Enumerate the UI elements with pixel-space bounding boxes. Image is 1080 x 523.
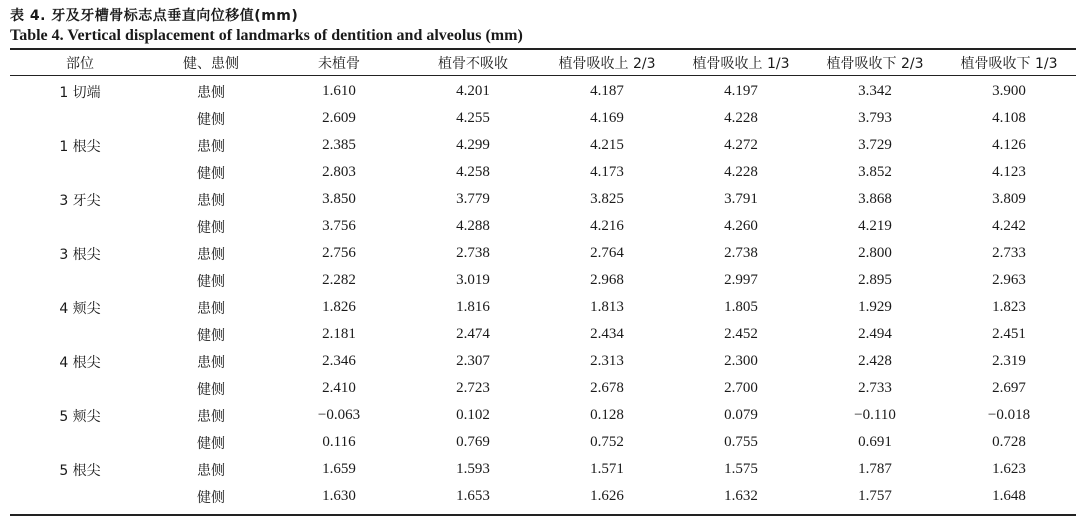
value-cell: 2.803 bbox=[322, 164, 356, 180]
site-cell bbox=[10, 429, 150, 456]
table-caption-cn: 表 4. 牙及牙槽骨标志点垂直向位移值(mm) bbox=[10, 8, 299, 24]
site-cell: 5 颊尖 bbox=[59, 408, 101, 425]
value-cell: 1.659 bbox=[322, 461, 356, 477]
value-cell: 2.609 bbox=[322, 110, 356, 126]
table-row bbox=[10, 105, 1076, 132]
column-header: 未植骨 bbox=[318, 55, 360, 72]
table-row bbox=[10, 456, 1076, 483]
value-cell: 1.571 bbox=[590, 461, 624, 477]
value-cell: 2.474 bbox=[456, 326, 490, 342]
table-caption-en: Table 4. Vertical displacement of landmarks of dentition and alveolus (mm) bbox=[10, 27, 523, 44]
value-cell: 2.300 bbox=[724, 353, 758, 369]
value-cell: 1.826 bbox=[322, 299, 356, 315]
value-cell: 3.868 bbox=[858, 191, 892, 207]
column-header: 植骨吸收上 1/3 bbox=[692, 55, 790, 72]
side-cell: 健侧 bbox=[197, 489, 225, 506]
value-cell: 0.728 bbox=[992, 434, 1026, 450]
column-header: 植骨不吸收 bbox=[438, 55, 508, 72]
value-cell: 1.787 bbox=[858, 461, 892, 477]
site-cell bbox=[10, 159, 150, 186]
table-row bbox=[10, 294, 1076, 321]
site-cell bbox=[10, 105, 150, 132]
value-cell: 0.128 bbox=[590, 407, 624, 423]
site-cell: 4 颊尖 bbox=[59, 300, 101, 317]
value-cell: 2.738 bbox=[456, 245, 490, 261]
site-cell: 3 根尖 bbox=[59, 246, 101, 263]
value-cell: 4.288 bbox=[456, 218, 490, 234]
column-header: 植骨吸收上 2/3 bbox=[558, 55, 656, 72]
value-cell: 4.126 bbox=[992, 137, 1026, 153]
value-cell: 4.242 bbox=[992, 218, 1026, 234]
value-cell: 0.116 bbox=[322, 434, 356, 450]
value-cell: 1.816 bbox=[456, 299, 490, 315]
value-cell: 4.228 bbox=[724, 110, 758, 126]
value-cell: 4.173 bbox=[590, 164, 624, 180]
value-cell: 1.929 bbox=[858, 299, 892, 315]
value-cell: 2.313 bbox=[590, 353, 624, 369]
table-header-row bbox=[10, 50, 1076, 75]
value-cell: 1.610 bbox=[322, 83, 356, 99]
site-cell bbox=[10, 483, 150, 510]
value-cell: −0.018 bbox=[987, 407, 1031, 423]
value-cell: 2.764 bbox=[590, 245, 624, 261]
value-cell: 3.779 bbox=[456, 191, 490, 207]
site-cell: 1 根尖 bbox=[59, 138, 101, 155]
value-cell: 2.319 bbox=[992, 353, 1026, 369]
site-cell bbox=[10, 321, 150, 348]
value-cell: 1.630 bbox=[322, 488, 356, 504]
value-cell: 1.626 bbox=[590, 488, 624, 504]
displacement-table bbox=[10, 50, 1076, 510]
table-row bbox=[10, 483, 1076, 510]
value-cell: 1.757 bbox=[858, 488, 892, 504]
value-cell: 2.997 bbox=[724, 272, 758, 288]
table-row bbox=[10, 186, 1076, 213]
value-cell: 4.123 bbox=[992, 164, 1026, 180]
table-row bbox=[10, 348, 1076, 375]
side-cell: 健侧 bbox=[197, 273, 225, 290]
value-cell: 2.733 bbox=[992, 245, 1026, 261]
value-cell: 2.968 bbox=[590, 272, 624, 288]
side-cell: 患侧 bbox=[197, 462, 225, 479]
value-cell: 2.723 bbox=[456, 380, 490, 396]
value-cell: 2.733 bbox=[858, 380, 892, 396]
value-cell: 2.307 bbox=[456, 353, 490, 369]
value-cell: 2.700 bbox=[724, 380, 758, 396]
table-row bbox=[10, 75, 1076, 105]
side-cell: 患侧 bbox=[197, 138, 225, 155]
value-cell: 0.102 bbox=[456, 407, 490, 423]
table-row bbox=[10, 267, 1076, 294]
value-cell: 3.809 bbox=[992, 191, 1026, 207]
value-cell: 4.201 bbox=[456, 83, 490, 99]
value-cell: 2.494 bbox=[858, 326, 892, 342]
site-cell bbox=[10, 375, 150, 402]
value-cell: 1.823 bbox=[992, 299, 1026, 315]
value-cell: 1.623 bbox=[992, 461, 1026, 477]
value-cell: 2.385 bbox=[322, 137, 356, 153]
value-cell: 4.228 bbox=[724, 164, 758, 180]
value-cell: 0.079 bbox=[724, 407, 758, 423]
side-cell: 健侧 bbox=[197, 435, 225, 452]
value-cell: 2.282 bbox=[322, 272, 356, 288]
table-row bbox=[10, 240, 1076, 267]
value-cell: 4.299 bbox=[456, 137, 490, 153]
value-cell: 4.187 bbox=[590, 83, 624, 99]
value-cell: 3.756 bbox=[322, 218, 356, 234]
value-cell: 0.755 bbox=[724, 434, 758, 450]
value-cell: 2.452 bbox=[724, 326, 758, 342]
value-cell: −0.110 bbox=[854, 407, 896, 423]
value-cell: 4.219 bbox=[858, 218, 892, 234]
table-row bbox=[10, 159, 1076, 186]
value-cell: 4.169 bbox=[590, 110, 624, 126]
value-cell: 3.729 bbox=[858, 137, 892, 153]
side-cell: 健侧 bbox=[197, 327, 225, 344]
value-cell: 4.216 bbox=[590, 218, 624, 234]
value-cell: 3.850 bbox=[322, 191, 356, 207]
value-cell: 2.428 bbox=[858, 353, 892, 369]
column-header: 植骨吸收下 2/3 bbox=[826, 55, 924, 72]
value-cell: 2.800 bbox=[858, 245, 892, 261]
side-cell: 健侧 bbox=[197, 381, 225, 398]
value-cell: 1.653 bbox=[456, 488, 490, 504]
value-cell: 2.346 bbox=[322, 353, 356, 369]
table-row bbox=[10, 321, 1076, 348]
value-cell: 4.258 bbox=[456, 164, 490, 180]
value-cell: 3.019 bbox=[456, 272, 490, 288]
site-cell bbox=[10, 213, 150, 240]
side-cell: 健侧 bbox=[197, 111, 225, 128]
value-cell: 0.691 bbox=[858, 434, 892, 450]
value-cell: 2.410 bbox=[322, 380, 356, 396]
table-body bbox=[10, 75, 1076, 510]
value-cell: 4.197 bbox=[724, 83, 758, 99]
value-cell: 4.215 bbox=[590, 137, 624, 153]
value-cell: 1.632 bbox=[724, 488, 758, 504]
table-row bbox=[10, 132, 1076, 159]
value-cell: 0.769 bbox=[456, 434, 490, 450]
value-cell: 2.697 bbox=[992, 380, 1026, 396]
value-cell: 3.793 bbox=[858, 110, 892, 126]
value-cell: 2.895 bbox=[858, 272, 892, 288]
value-cell: 2.963 bbox=[992, 272, 1026, 288]
value-cell: 3.825 bbox=[590, 191, 624, 207]
table-bottom-rule bbox=[10, 514, 1076, 516]
side-cell: 患侧 bbox=[197, 408, 225, 425]
value-cell: 3.342 bbox=[858, 83, 892, 99]
value-cell: 2.434 bbox=[590, 326, 624, 342]
value-cell: 1.575 bbox=[724, 461, 758, 477]
value-cell: 4.272 bbox=[724, 137, 758, 153]
table-row bbox=[10, 429, 1076, 456]
value-cell: 4.255 bbox=[456, 110, 490, 126]
side-cell: 患侧 bbox=[197, 192, 225, 209]
site-cell: 4 根尖 bbox=[59, 354, 101, 371]
site-cell: 1 切端 bbox=[59, 84, 101, 101]
site-cell bbox=[10, 267, 150, 294]
value-cell: 3.852 bbox=[858, 164, 892, 180]
value-cell: 2.756 bbox=[322, 245, 356, 261]
side-cell: 健侧 bbox=[197, 219, 225, 236]
value-cell: 4.260 bbox=[724, 218, 758, 234]
value-cell: 1.648 bbox=[992, 488, 1026, 504]
table-row bbox=[10, 375, 1076, 402]
value-cell: 2.451 bbox=[992, 326, 1026, 342]
side-cell: 患侧 bbox=[197, 84, 225, 101]
value-cell: 3.900 bbox=[992, 83, 1026, 99]
column-header: 部位 bbox=[66, 55, 94, 72]
value-cell: 2.738 bbox=[724, 245, 758, 261]
value-cell: 0.752 bbox=[590, 434, 624, 450]
value-cell: −0.063 bbox=[317, 407, 361, 423]
value-cell: 3.791 bbox=[724, 191, 758, 207]
value-cell: 2.181 bbox=[322, 326, 356, 342]
side-cell: 患侧 bbox=[197, 354, 225, 371]
side-cell: 患侧 bbox=[197, 300, 225, 317]
value-cell: 1.805 bbox=[724, 299, 758, 315]
value-cell: 4.108 bbox=[992, 110, 1026, 126]
side-cell: 健侧 bbox=[197, 165, 225, 182]
table-row bbox=[10, 402, 1076, 429]
table-row bbox=[10, 213, 1076, 240]
site-cell: 5 根尖 bbox=[59, 462, 101, 479]
value-cell: 1.813 bbox=[590, 299, 624, 315]
value-cell: 2.678 bbox=[590, 380, 624, 396]
column-header: 健、患侧 bbox=[183, 55, 239, 72]
column-header: 植骨吸收下 1/3 bbox=[960, 55, 1058, 72]
value-cell: 1.593 bbox=[456, 461, 490, 477]
side-cell: 患侧 bbox=[197, 246, 225, 263]
site-cell: 3 牙尖 bbox=[59, 192, 101, 209]
